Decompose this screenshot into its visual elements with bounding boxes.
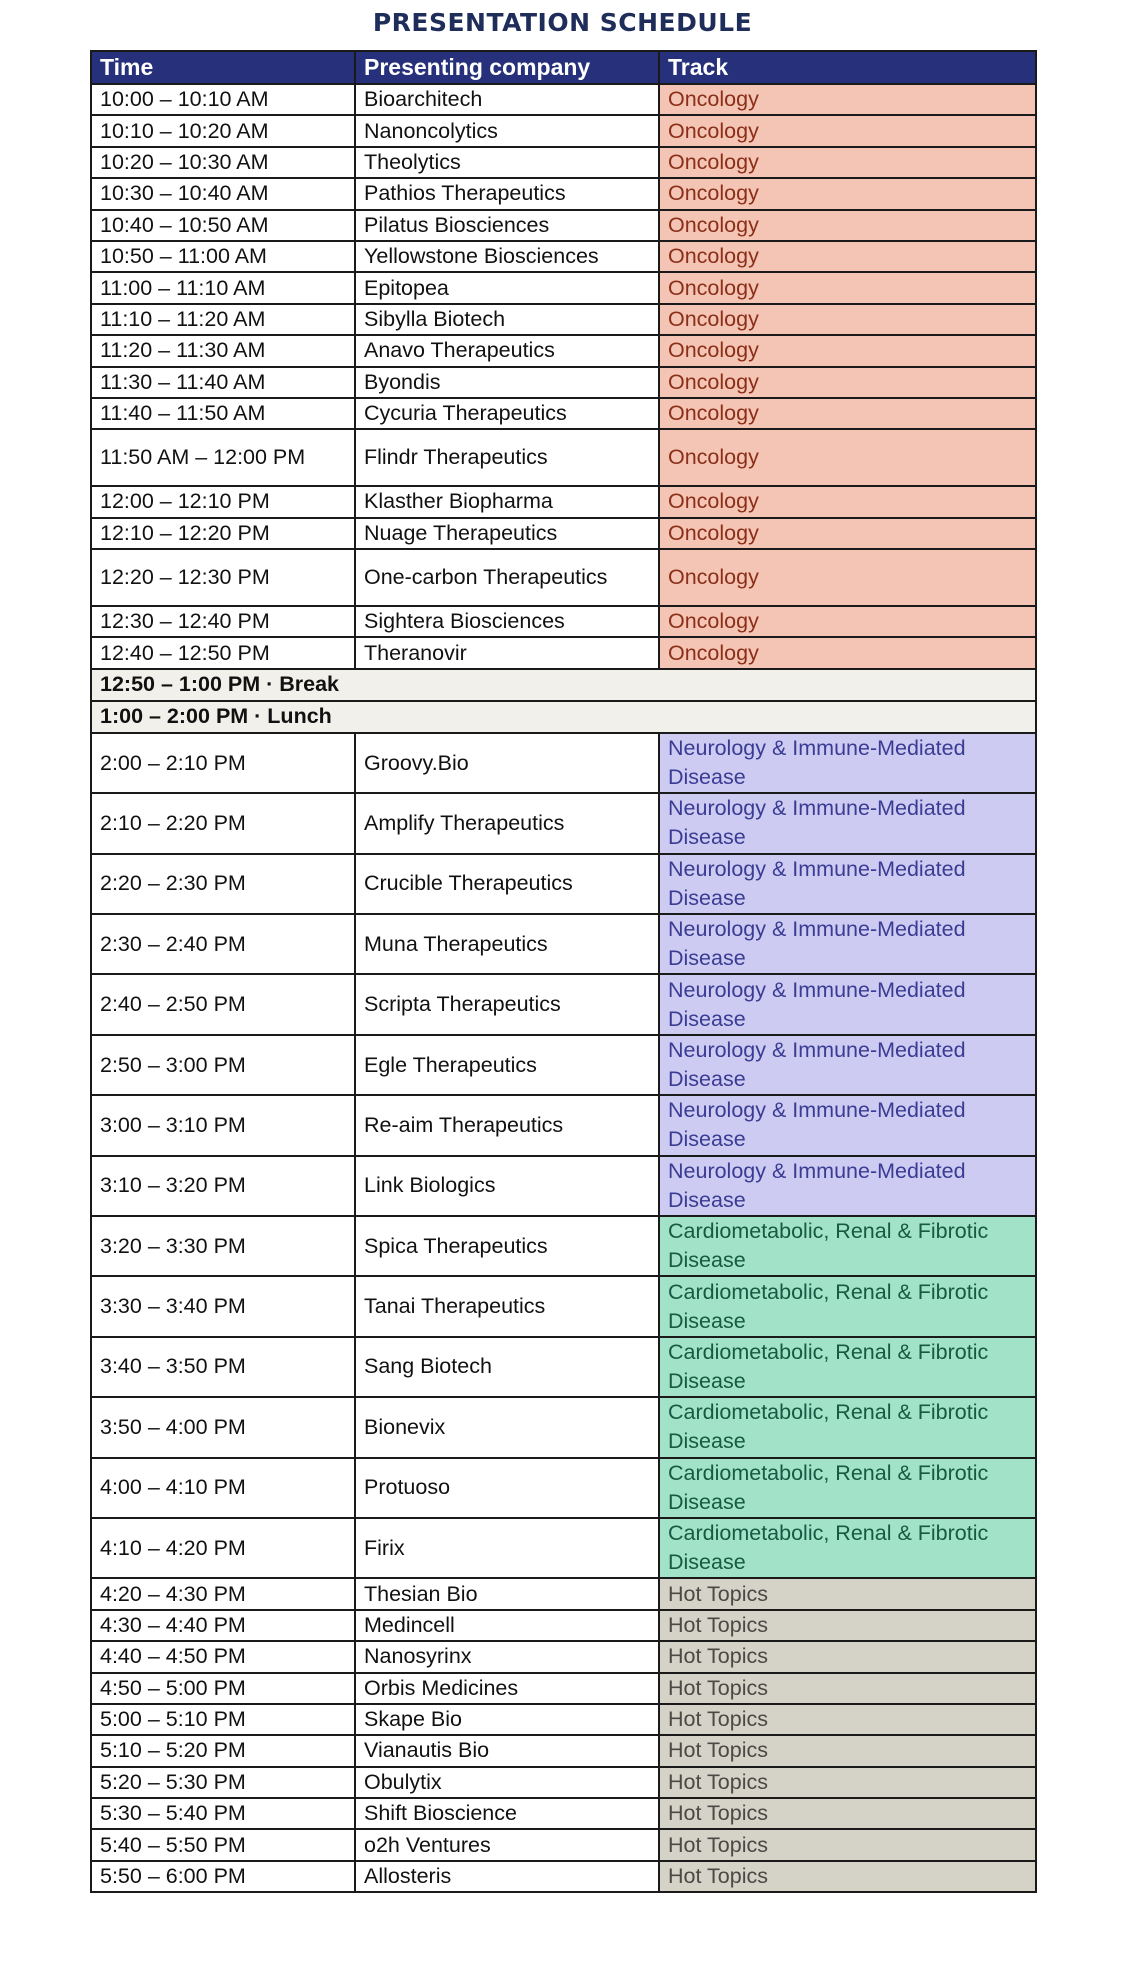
time-cell: 5:20 – 5:30 PM: [91, 1767, 355, 1798]
company-cell: Epitopea: [355, 272, 659, 303]
company-cell: Tanai Therapeutics: [355, 1276, 659, 1336]
time-cell: 10:00 – 10:10 AM: [91, 84, 355, 115]
time-cell: 12:40 – 12:50 PM: [91, 637, 355, 668]
table-row: [91, 1641, 1036, 1672]
company-cell: Re-aim Therapeutics: [355, 1095, 659, 1155]
table-row: [91, 1276, 1036, 1336]
track-cell-cardio: Cardiometabolic, Renal & Fibrotic Disease: [659, 1458, 1036, 1518]
table-row: [91, 272, 1036, 303]
column-header-track: Track: [659, 51, 1036, 84]
track-cell-oncology: Oncology: [659, 429, 1036, 486]
track-cell-hot: Hot Topics: [659, 1704, 1036, 1735]
company-cell: Sang Biotech: [355, 1337, 659, 1397]
column-header-company: Presenting company: [355, 51, 659, 84]
company-cell: Vianautis Bio: [355, 1735, 659, 1766]
company-cell: Sightera Biosciences: [355, 606, 659, 637]
table-row: [91, 733, 1036, 793]
track-cell-cardio: Cardiometabolic, Renal & Fibrotic Disease: [659, 1518, 1036, 1578]
table-row: [91, 1095, 1036, 1155]
time-cell: 5:50 – 6:00 PM: [91, 1861, 355, 1892]
table-row: [91, 1829, 1036, 1860]
table-row: [91, 210, 1036, 241]
track-cell-oncology: Oncology: [659, 178, 1036, 209]
time-cell: 11:20 – 11:30 AM: [91, 335, 355, 366]
company-cell: Sibylla Biotech: [355, 304, 659, 335]
time-cell: 10:10 – 10:20 AM: [91, 115, 355, 146]
company-cell: Crucible Therapeutics: [355, 854, 659, 914]
time-cell: 5:40 – 5:50 PM: [91, 1829, 355, 1860]
time-cell: 10:30 – 10:40 AM: [91, 178, 355, 209]
table-row: [91, 793, 1036, 853]
company-cell: Bionevix: [355, 1397, 659, 1457]
table-row: [91, 1767, 1036, 1798]
header-row: [91, 51, 1036, 84]
track-cell-neuro: Neurology & Immune-Mediated Disease: [659, 733, 1036, 793]
track-cell-hot: Hot Topics: [659, 1829, 1036, 1860]
track-cell-oncology: Oncology: [659, 367, 1036, 398]
company-cell: Spica Therapeutics: [355, 1216, 659, 1276]
track-cell-neuro: Neurology & Immune-Mediated Disease: [659, 1095, 1036, 1155]
track-cell-oncology: Oncology: [659, 147, 1036, 178]
table-row: [91, 1704, 1036, 1735]
track-cell-oncology: Oncology: [659, 241, 1036, 272]
company-cell: Skape Bio: [355, 1704, 659, 1735]
table-row: [91, 606, 1036, 637]
company-cell: Pathios Therapeutics: [355, 178, 659, 209]
break-label: 1:00 – 2:00 PM · Lunch: [91, 701, 1036, 733]
company-cell: Protuoso: [355, 1458, 659, 1518]
time-cell: 4:30 – 4:40 PM: [91, 1610, 355, 1641]
table-row: [91, 178, 1036, 209]
time-cell: 2:50 – 3:00 PM: [91, 1035, 355, 1095]
track-cell-cardio: Cardiometabolic, Renal & Fibrotic Disease: [659, 1397, 1036, 1457]
table-row: [91, 1156, 1036, 1216]
track-cell-hot: Hot Topics: [659, 1641, 1036, 1672]
company-cell: Byondis: [355, 367, 659, 398]
track-cell-hot: Hot Topics: [659, 1673, 1036, 1704]
track-cell-hot: Hot Topics: [659, 1578, 1036, 1609]
company-cell: Egle Therapeutics: [355, 1035, 659, 1095]
table-row: [91, 1035, 1036, 1095]
table-row: [91, 1735, 1036, 1766]
company-cell: Thesian Bio: [355, 1578, 659, 1609]
track-cell-oncology: Oncology: [659, 518, 1036, 549]
company-cell: Link Biologics: [355, 1156, 659, 1216]
time-cell: 3:10 – 3:20 PM: [91, 1156, 355, 1216]
table-row: [91, 854, 1036, 914]
time-cell: 4:10 – 4:20 PM: [91, 1518, 355, 1578]
table-row: [91, 1518, 1036, 1578]
company-cell: Yellowstone Biosciences: [355, 241, 659, 272]
table-row: [91, 147, 1036, 178]
track-cell-oncology: Oncology: [659, 115, 1036, 146]
schedule-table: [90, 50, 1037, 1893]
time-cell: 3:20 – 3:30 PM: [91, 1216, 355, 1276]
company-cell: Obulytix: [355, 1767, 659, 1798]
table-row: [91, 84, 1036, 115]
table-row: [91, 549, 1036, 606]
table-row: [91, 486, 1036, 517]
time-cell: 4:00 – 4:10 PM: [91, 1458, 355, 1518]
break-label: 12:50 – 1:00 PM · Break: [91, 669, 1036, 701]
time-cell: 11:30 – 11:40 AM: [91, 367, 355, 398]
page-title: PRESENTATION SCHEDULE: [372, 8, 753, 37]
company-cell: Nuage Therapeutics: [355, 518, 659, 549]
time-cell: 2:10 – 2:20 PM: [91, 793, 355, 853]
track-cell-neuro: Neurology & Immune-Mediated Disease: [659, 914, 1036, 974]
table-row: [91, 1397, 1036, 1457]
time-cell: 11:40 – 11:50 AM: [91, 398, 355, 429]
track-cell-oncology: Oncology: [659, 637, 1036, 668]
time-cell: 11:00 – 11:10 AM: [91, 272, 355, 303]
table-row: [91, 241, 1036, 272]
table-row: [91, 1798, 1036, 1829]
time-cell: 12:20 – 12:30 PM: [91, 549, 355, 606]
break-row: [91, 701, 1036, 733]
table-row: [91, 1216, 1036, 1276]
time-cell: 12:30 – 12:40 PM: [91, 606, 355, 637]
track-cell-cardio: Cardiometabolic, Renal & Fibrotic Disease: [659, 1276, 1036, 1336]
table-body: [91, 84, 1036, 1892]
track-cell-neuro: Neurology & Immune-Mediated Disease: [659, 854, 1036, 914]
company-cell: Orbis Medicines: [355, 1673, 659, 1704]
company-cell: Allosteris: [355, 1861, 659, 1892]
track-cell-oncology: Oncology: [659, 210, 1036, 241]
company-cell: Shift Bioscience: [355, 1798, 659, 1829]
track-cell-cardio: Cardiometabolic, Renal & Fibrotic Disease: [659, 1337, 1036, 1397]
time-cell: 12:10 – 12:20 PM: [91, 518, 355, 549]
track-cell-hot: Hot Topics: [659, 1798, 1036, 1829]
track-cell-oncology: Oncology: [659, 272, 1036, 303]
company-cell: Amplify Therapeutics: [355, 793, 659, 853]
time-cell: 3:00 – 3:10 PM: [91, 1095, 355, 1155]
table-row: [91, 367, 1036, 398]
table-row: [91, 335, 1036, 366]
company-cell: One-carbon Therapeutics: [355, 549, 659, 606]
track-cell-hot: Hot Topics: [659, 1861, 1036, 1892]
table-row: [91, 974, 1036, 1034]
time-cell: 12:00 – 12:10 PM: [91, 486, 355, 517]
time-cell: 3:50 – 4:00 PM: [91, 1397, 355, 1457]
track-cell-cardio: Cardiometabolic, Renal & Fibrotic Disease: [659, 1216, 1036, 1276]
track-cell-neuro: Neurology & Immune-Mediated Disease: [659, 1035, 1036, 1095]
company-cell: Nanosyrinx: [355, 1641, 659, 1672]
time-cell: 10:50 – 11:00 AM: [91, 241, 355, 272]
time-cell: 2:30 – 2:40 PM: [91, 914, 355, 974]
company-cell: Firix: [355, 1518, 659, 1578]
company-cell: Muna Therapeutics: [355, 914, 659, 974]
track-cell-oncology: Oncology: [659, 335, 1036, 366]
table-row: [91, 914, 1036, 974]
time-cell: 2:40 – 2:50 PM: [91, 974, 355, 1034]
company-cell: Nanoncolytics: [355, 115, 659, 146]
track-cell-oncology: Oncology: [659, 486, 1036, 517]
company-cell: Groovy.Bio: [355, 733, 659, 793]
track-cell-oncology: Oncology: [659, 84, 1036, 115]
time-cell: 4:40 – 4:50 PM: [91, 1641, 355, 1672]
time-cell: 2:00 – 2:10 PM: [91, 733, 355, 793]
company-cell: Theranovir: [355, 637, 659, 668]
time-cell: 4:50 – 5:00 PM: [91, 1673, 355, 1704]
table-row: [91, 1861, 1036, 1892]
company-cell: Klasther Biopharma: [355, 486, 659, 517]
table-row: [91, 1673, 1036, 1704]
time-cell: 4:20 – 4:30 PM: [91, 1578, 355, 1609]
time-cell: 5:30 – 5:40 PM: [91, 1798, 355, 1829]
company-cell: Pilatus Biosciences: [355, 210, 659, 241]
time-cell: 11:50 AM – 12:00 PM: [91, 429, 355, 486]
track-cell-hot: Hot Topics: [659, 1735, 1036, 1766]
column-header-time: Time: [91, 51, 355, 84]
company-cell: Medincell: [355, 1610, 659, 1641]
track-cell-neuro: Neurology & Immune-Mediated Disease: [659, 1156, 1036, 1216]
time-cell: 3:40 – 3:50 PM: [91, 1337, 355, 1397]
time-cell: 5:10 – 5:20 PM: [91, 1735, 355, 1766]
company-cell: Anavo Therapeutics: [355, 335, 659, 366]
track-cell-neuro: Neurology & Immune-Mediated Disease: [659, 974, 1036, 1034]
track-cell-oncology: Oncology: [659, 304, 1036, 335]
table-row: [91, 115, 1036, 146]
table-row: [91, 398, 1036, 429]
company-cell: Bioarchitech: [355, 84, 659, 115]
company-cell: Scripta Therapeutics: [355, 974, 659, 1034]
table-row: [91, 429, 1036, 486]
track-cell-neuro: Neurology & Immune-Mediated Disease: [659, 793, 1036, 853]
table-row: [91, 518, 1036, 549]
company-cell: Theolytics: [355, 147, 659, 178]
track-cell-oncology: Oncology: [659, 398, 1036, 429]
time-cell: 3:30 – 3:40 PM: [91, 1276, 355, 1336]
track-cell-hot: Hot Topics: [659, 1610, 1036, 1641]
time-cell: 10:40 – 10:50 AM: [91, 210, 355, 241]
track-cell-oncology: Oncology: [659, 549, 1036, 606]
table-row: [91, 304, 1036, 335]
company-cell: o2h Ventures: [355, 1829, 659, 1860]
table-row: [91, 1578, 1036, 1609]
table-row: [91, 1610, 1036, 1641]
table-row: [91, 1337, 1036, 1397]
company-cell: Flindr Therapeutics: [355, 429, 659, 486]
table-row: [91, 637, 1036, 668]
time-cell: 10:20 – 10:30 AM: [91, 147, 355, 178]
track-cell-hot: Hot Topics: [659, 1767, 1036, 1798]
time-cell: 5:00 – 5:10 PM: [91, 1704, 355, 1735]
time-cell: 2:20 – 2:30 PM: [91, 854, 355, 914]
time-cell: 11:10 – 11:20 AM: [91, 304, 355, 335]
track-cell-oncology: Oncology: [659, 606, 1036, 637]
company-cell: Cycuria Therapeutics: [355, 398, 659, 429]
table-row: [91, 1458, 1036, 1518]
table-header: [91, 51, 1036, 84]
break-row: [91, 669, 1036, 701]
